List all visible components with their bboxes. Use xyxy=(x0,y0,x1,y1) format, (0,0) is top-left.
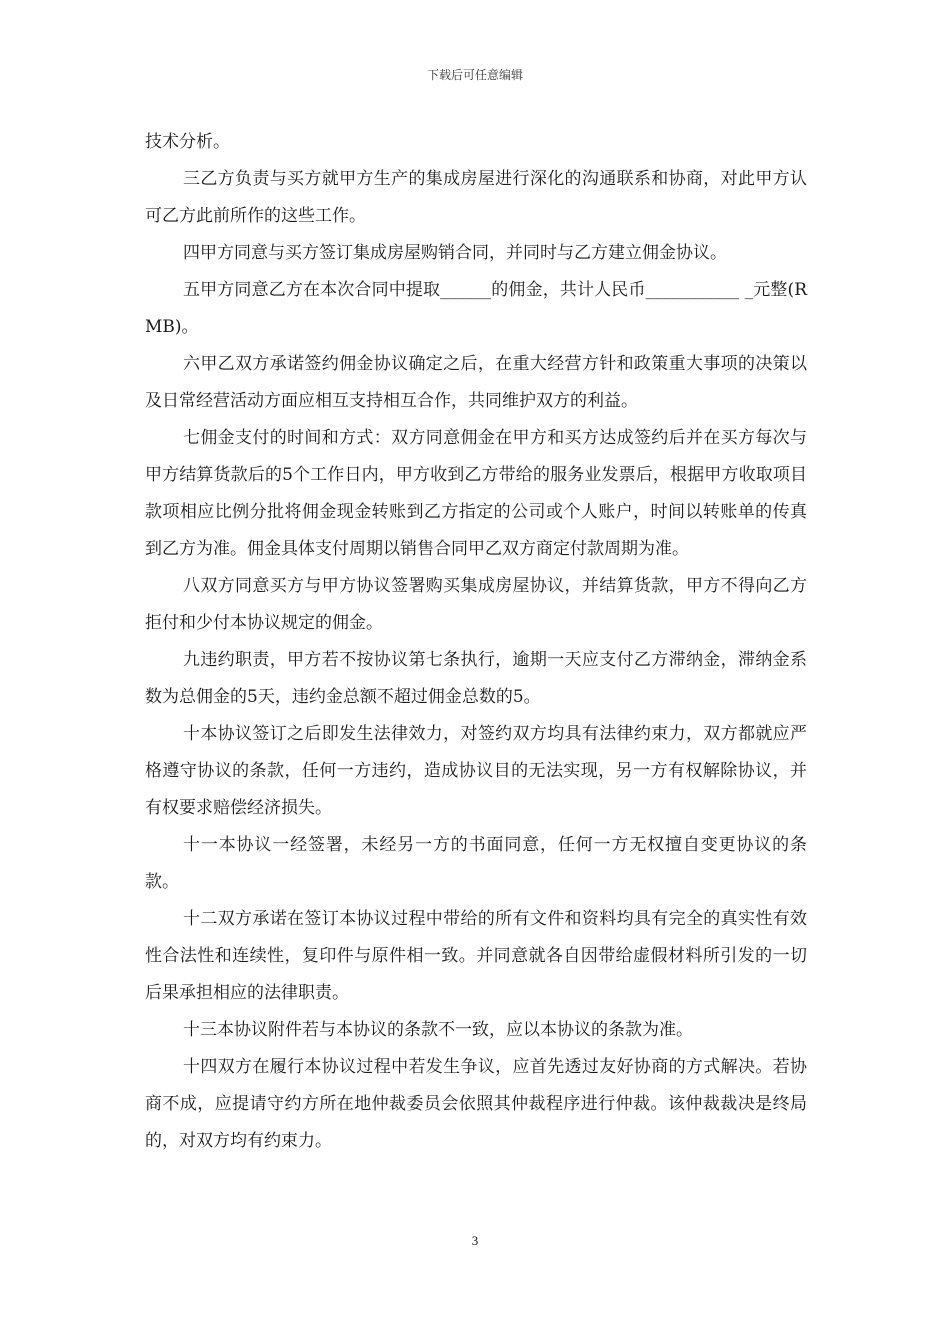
header-note: 下载后可任意编辑 xyxy=(426,68,523,82)
clause-7: 七佣金支付的时间和方式：双方同意佣金在甲方和买方达成签约后并在买方每次与甲方结算货款后的5个工作日内，甲方收到乙方带给的服务业发票后，根据甲方收取项目款项相应比例分批将佣金现金转账到乙方指定的公司或个人账户，时间以转账单的传真到乙方为准。佣金具体支付周期以销售合同甲乙双方商定付款周期为准。 xyxy=(145,428,807,559)
clause-10: 十本协议签订之后即发生法律效力，对签约双方均具有法律约束力，双方都就应严格遵守协议的条款，任何一方违约，造成协议目的无法实现，另一方有权解除协议，并有权要求赔偿经济损失。 xyxy=(145,724,807,818)
clause-6: 六甲乙双方承诺签约佣金协议确定之后，在重大经营方针和政策重大事项的决策以及日常经营活动方面应相互支持相互合作，共同维护双方的利益。 xyxy=(145,354,807,411)
clause-8: 八双方同意买方与甲方协议签署购买集成房屋协议，并结算货款，甲方不得向乙方拒付和少付本协议规定的佣金。 xyxy=(145,576,807,633)
clause-12: 十二双方承诺在签订本协议过程中带给的所有文件和资料均具有完全的真实性有效性合法性和连续性，复印件与原件相一致。并同意就各自因带给虚假材料所引发的一切后果承担相应的法律职责。 xyxy=(145,909,807,1003)
page-number: 3 xyxy=(471,1233,479,1248)
document-body xyxy=(145,124,807,1160)
clause-3: 三乙方负责与买方就甲方生产的集成房屋进行深化的沟通联系和协商，对此甲方认可乙方此前所作的这些工作。 xyxy=(145,169,807,226)
clause-4: 四甲方同意与买方签订集成房屋购销合同，并同时与乙方建立佣金协议。 xyxy=(183,243,727,263)
clause-14: 十四双方在履行本协议过程中若发生争议，应首先透过友好协商的方式解决。若协商不成，应提请守约方所在地仲裁委员会依照其仲裁程序进行仲裁。该仲裁裁决是终局的，对双方均有约束力。 xyxy=(145,1057,807,1151)
clause-11: 十一本协议一经签署，未经另一方的书面同意，任何一方无权擅自变更协议的条款。 xyxy=(145,835,807,892)
clause-5: 五甲方同意乙方在本次合同中提取______的佣金，共计人民币___________ _元整(RMB)。 xyxy=(145,280,807,337)
paragraph-continuation: 技术分析。 xyxy=(145,132,230,152)
clause-9: 九违约职责，甲方若不按协议第七条执行，逾期一天应支付乙方滞纳金，滞纳金系数为总佣金的5天，违约金总额不超过佣金总数的5。 xyxy=(145,650,807,707)
clause-13: 十三本协议附件若与本协议的条款不一致，应以本协议的条款为准。 xyxy=(183,1020,693,1040)
